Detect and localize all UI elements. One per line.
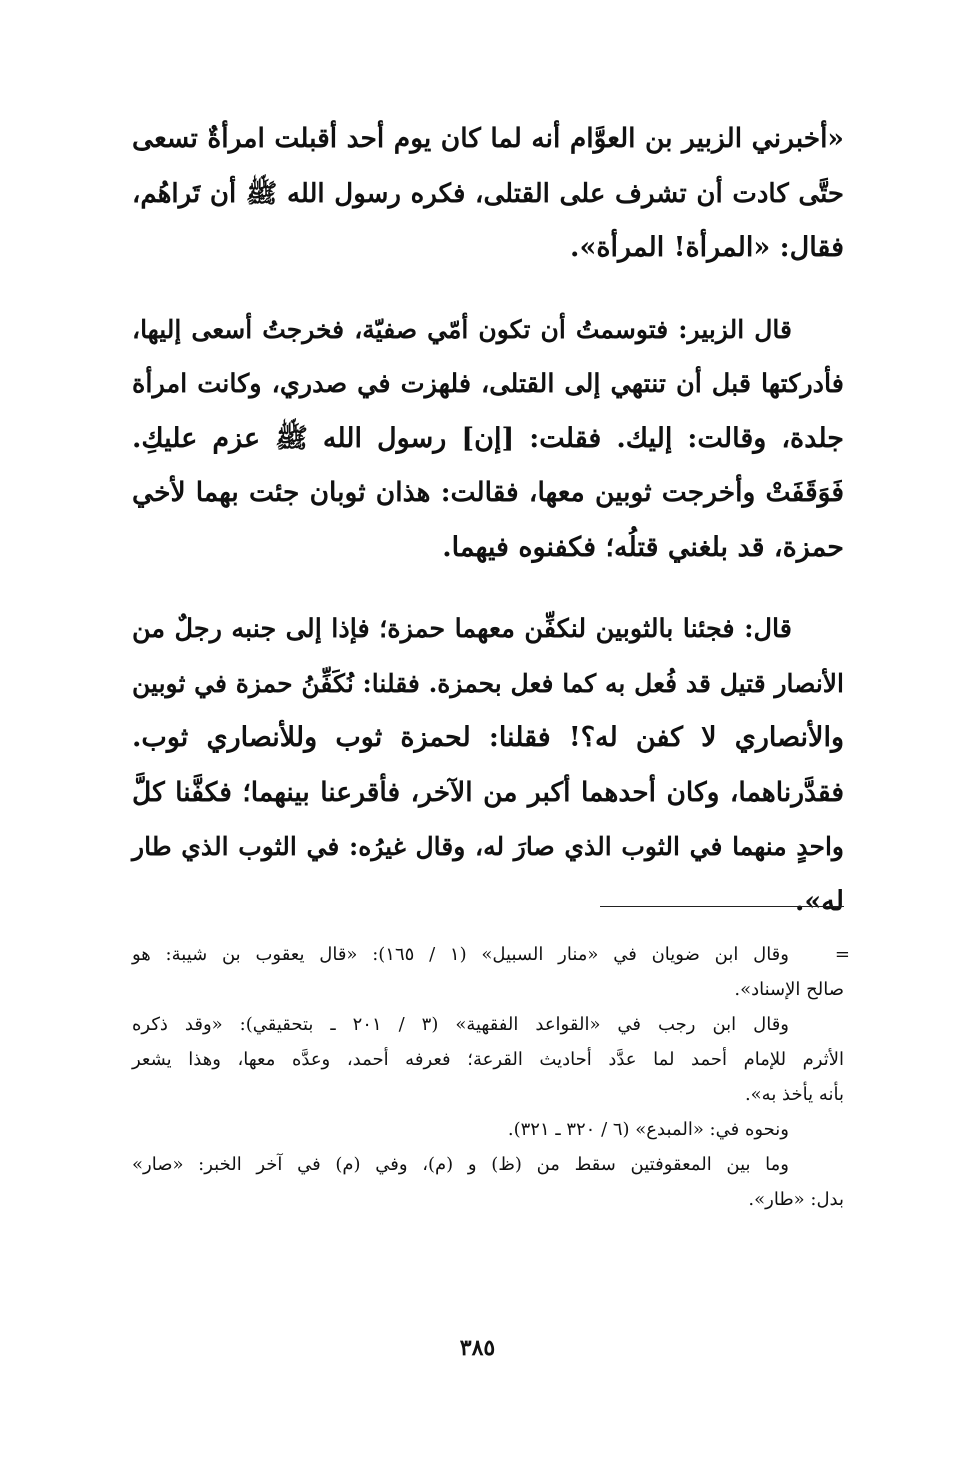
text-line: فقدَّرناهما، وكان أحدهما أكبر من الآخر، فأقرعنا بينهما؛ فكفَّنا كلَّ (132, 776, 844, 808)
text-line: الأنصار قتيل قد فُعل به كما فعل بحمزة. فقلنا: نُكَفِّنُ حمزة في ثوبين (132, 668, 844, 698)
footnote-3 (132, 1112, 844, 1147)
text-line: فقال: «المرأة! المرأة». (570, 232, 844, 263)
footnote-line: وما بين المعقوفتين سقط من (ظ) و (م)، وفي (م) في آخر الخبر: «صار» (132, 1154, 789, 1175)
text-line: فأدركتها قبل أن تنتهي إلى القتلى، فلهزت في صدري، وكانت امرأة (132, 369, 844, 399)
main-text (132, 112, 844, 929)
footnote-2 (132, 1007, 844, 1112)
footnote-text (132, 937, 844, 1007)
footnote-line: الأثرم للإمام أحمد لما عدَّد أحاديث القرعة؛ فعرفه أحمد، وعدَّه معها، وهذا يشعر (132, 1049, 844, 1070)
text-line: قال الزبير: فتوسمتُ أن تكون أمّي صفيّة، فخرجتُ أسعى إليها، (132, 314, 792, 344)
text-line: حتَّى كادت أن تشرف على القتلى، فكره رسول الله ﷺ أن تَراهُم، (132, 178, 844, 209)
text-line: واحدٍ منهما في الثوب الذي صارَ له، وقال غيرُه: في الثوب الذي طار (132, 832, 844, 861)
footnote-line: صالح الإسناد». (734, 979, 844, 1000)
footnote-line: وقال ابن رجب في «القواعد الفقهية» (٣ / ٢٠١ ـ بتحقيقي): «وقد ذكره (132, 1014, 789, 1035)
text-line: والأنصاري لا كفن له؟! فقلنا: لحمزة ثوب وللأنصاري ثوب. (132, 722, 844, 753)
footnote-separator (600, 906, 844, 907)
text-line: جلدة، وقالت: إليك. فقلت: [إن] رسول الله ﷺ عزم عليكِ. (132, 422, 844, 454)
paragraph-3 (132, 602, 844, 929)
footnote-line: وقال ابن ضويان في «منار السبيل» (١ / ١٦٥): «قال يعقوب بن شيبة: هو (132, 944, 789, 965)
footnote-line: بدل: «طار». (748, 1189, 844, 1210)
text-line: له». (795, 885, 844, 917)
footnote-line: بأنه يأخذ به». (744, 1084, 844, 1105)
footnote-1 (132, 937, 850, 1007)
text-line: فَوَقَفَتْ وأخرجت ثوبين معها، فقالت: هذان ثوبان جئت بهما لأخي (132, 477, 844, 508)
paragraph-1 (132, 112, 844, 276)
text-line: «أخبرني الزبير بن العوَّام أنه لما كان يوم أحد أقبلت امرأةٌ تسعى (132, 123, 844, 154)
page-number: ٣٨٥ (459, 1335, 496, 1361)
continuation-mark: = (834, 944, 850, 965)
text-line: قال: فجئنا بالثوبين لنكفِّن معهما حمزة؛ فإذا إلى جنبه رجلٌ من (132, 614, 792, 644)
text-line: حمزة، قد بلغني قتلُه؛ فكفنوه فيهما. (442, 531, 844, 563)
footnotes (132, 937, 850, 1217)
footnote-4 (132, 1147, 844, 1217)
paragraph-2 (132, 303, 844, 576)
footnote-line: ونحوه في: «المبدع» (٦ / ٣٢٠ ـ ٣٢١). (507, 1119, 789, 1140)
